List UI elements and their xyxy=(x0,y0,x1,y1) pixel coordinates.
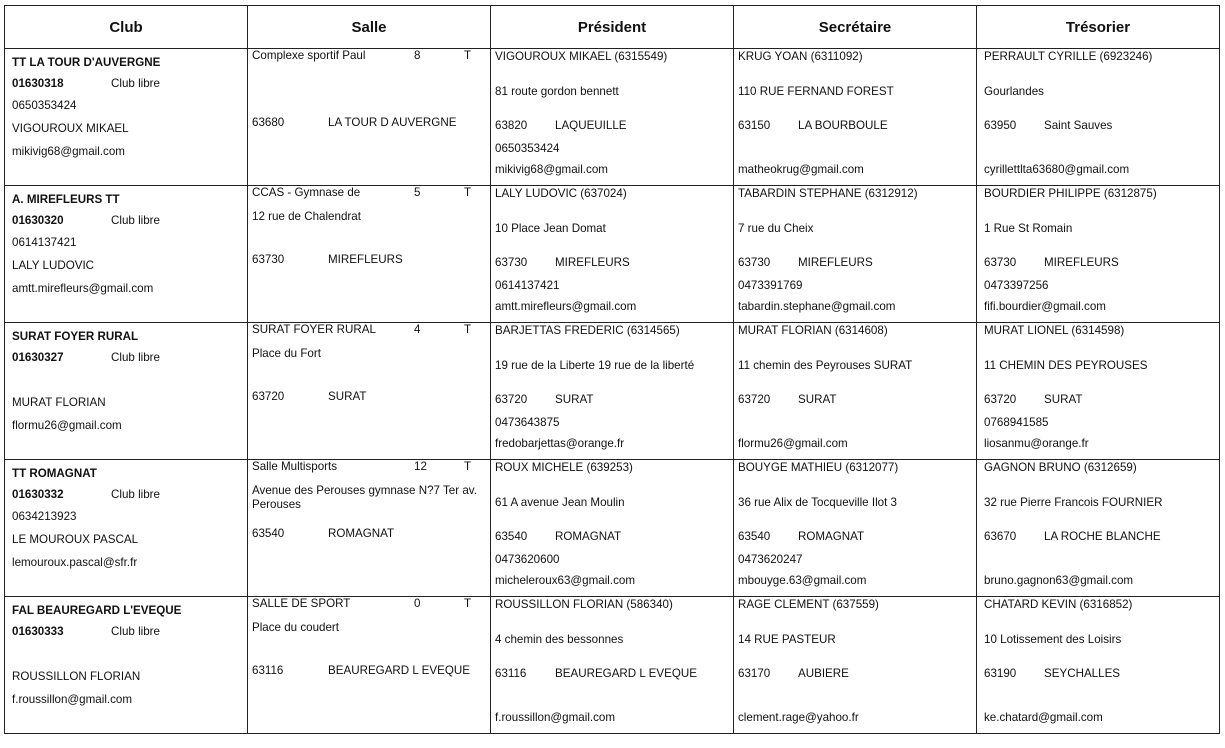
secretaire-email[interactable]: flormu26@gmail.com xyxy=(738,437,848,450)
salle-city: ROMAGNAT xyxy=(328,527,395,540)
club-phone: 0634213923 xyxy=(12,510,77,523)
club-type: Club libre xyxy=(111,214,160,227)
header-club: Club xyxy=(5,6,248,49)
club-phone: 0614137421 xyxy=(12,236,77,249)
secretaire-name: RAGE CLEMENT (637559) xyxy=(738,598,879,611)
club-name: SURAT FOYER RURAL xyxy=(12,330,139,343)
president-phone: 0650353424 xyxy=(495,142,560,155)
tresorier-name: BOURDIER PHILIPPE (6312875) xyxy=(984,187,1157,200)
tresorier-cell xyxy=(977,460,1220,597)
club-cell xyxy=(5,460,248,597)
club-type: Club libre xyxy=(111,351,160,364)
club-email[interactable]: lemouroux.pascal@sfr.fr xyxy=(12,556,138,569)
salle-zip: 63540 xyxy=(252,527,285,540)
club-email[interactable]: mikivig68@gmail.com xyxy=(12,145,125,158)
club-contact: LE MOUROUX PASCAL xyxy=(12,533,139,546)
tresorier-address: 1 Rue St Romain xyxy=(984,222,1073,235)
salle-city: LA TOUR D AUVERGNE xyxy=(328,116,457,129)
secretaire-cell xyxy=(734,49,977,186)
president-phone: 0473643875 xyxy=(495,416,560,429)
salle-count: 4 xyxy=(414,323,421,336)
header-row xyxy=(5,6,1220,49)
tresorier-city: SURAT xyxy=(1044,393,1083,406)
club-cell xyxy=(5,323,248,460)
club-email[interactable]: f.roussillon@gmail.com xyxy=(12,693,133,706)
secretaire-city: LA BOURBOULE xyxy=(798,119,888,132)
salle-count: 5 xyxy=(414,186,421,199)
secretaire-cell xyxy=(734,597,977,734)
table-row xyxy=(5,323,1220,460)
club-contact: LALY LUDOVIC xyxy=(12,259,95,272)
salle-count: 12 xyxy=(414,460,427,473)
salle-city: BEAUREGARD L EVEQUE xyxy=(328,664,470,677)
salle-cell xyxy=(248,49,491,186)
salle-flag: T xyxy=(464,186,472,199)
tresorier-cell xyxy=(977,186,1220,323)
tresorier-email[interactable]: fifi.bourdier@gmail.com xyxy=(984,300,1106,313)
president-phone: 0614137421 xyxy=(495,279,560,292)
salle-flag: T xyxy=(464,460,472,473)
club-number: 01630318 xyxy=(12,77,64,90)
tresorier-zip: 63730 xyxy=(984,256,1017,269)
secretaire-email[interactable]: matheokrug@gmail.com xyxy=(738,163,864,176)
president-address: 19 rue de la Liberte 19 rue de la liberté xyxy=(495,359,695,372)
president-cell xyxy=(491,597,734,734)
tresorier-name: PERRAULT CYRILLE (6923246) xyxy=(984,50,1153,63)
tresorier-email[interactable]: ke.chatard@gmail.com xyxy=(984,711,1103,724)
club-email[interactable]: flormu26@gmail.com xyxy=(12,419,122,432)
salle-cell xyxy=(248,597,491,734)
president-phone: 0473620600 xyxy=(495,553,560,566)
secretaire-address: 36 rue Alix de Tocqueville Ilot 3 xyxy=(738,496,897,509)
club-contact: MURAT FLORIAN xyxy=(12,396,106,409)
tresorier-address: 10 Lotissement des Loisirs xyxy=(984,633,1122,646)
president-address: 61 A avenue Jean Moulin xyxy=(495,496,625,509)
secretaire-cell xyxy=(734,186,977,323)
club-type: Club libre xyxy=(111,625,160,638)
salle-flag: T xyxy=(464,597,472,610)
table-row xyxy=(5,49,1220,186)
salle-flag: T xyxy=(464,49,472,62)
secretaire-email[interactable]: mbouyge.63@gmail.com xyxy=(738,574,867,587)
club-cell xyxy=(5,597,248,734)
salle-name: SALLE DE SPORT xyxy=(252,597,351,610)
tresorier-email[interactable]: liosanmu@orange.fr xyxy=(984,437,1089,450)
president-city: MIREFLEURS xyxy=(555,256,630,269)
salle-cell xyxy=(248,323,491,460)
tresorier-cell xyxy=(977,323,1220,460)
tresorier-city: Saint Sauves xyxy=(1044,119,1113,132)
table-row xyxy=(5,186,1220,323)
president-cell xyxy=(491,460,734,597)
secretaire-name: MURAT FLORIAN (6314608) xyxy=(738,324,888,337)
president-zip: 63820 xyxy=(495,119,528,132)
president-zip: 63540 xyxy=(495,530,528,543)
secretaire-city: ROMAGNAT xyxy=(798,530,865,543)
president-name: LALY LUDOVIC (637024) xyxy=(495,187,627,200)
club-phone: 0650353424 xyxy=(12,99,77,112)
tresorier-zip: 63720 xyxy=(984,393,1017,406)
salle-zip: 63730 xyxy=(252,253,285,266)
clubs-table xyxy=(4,5,1220,734)
president-cell xyxy=(491,186,734,323)
president-email[interactable]: mikivig68@gmail.com xyxy=(495,163,608,176)
salle-address: Place du coudert xyxy=(252,621,340,634)
president-zip: 63730 xyxy=(495,256,528,269)
president-zip: 63720 xyxy=(495,393,528,406)
club-cell xyxy=(5,49,248,186)
salle-cell xyxy=(248,460,491,597)
tresorier-email[interactable]: bruno.gagnon63@gmail.com xyxy=(984,574,1134,587)
header-salle: Salle xyxy=(248,6,491,49)
secretaire-cell xyxy=(734,460,977,597)
table-row xyxy=(5,460,1220,597)
club-number: 01630327 xyxy=(12,351,64,364)
president-name: BARJETTAS FREDERIC (6314565) xyxy=(495,324,680,337)
president-city: SURAT xyxy=(555,393,594,406)
president-email[interactable]: amtt.mirefleurs@gmail.com xyxy=(495,300,637,313)
salle-name: Complexe sportif Paul xyxy=(252,49,366,62)
secretaire-name: BOUYGE MATHIEU (6312077) xyxy=(738,461,899,474)
secretaire-address: 11 chemin des Peyrouses SURAT xyxy=(738,359,913,372)
president-zip: 63116 xyxy=(495,667,527,680)
tresorier-cell xyxy=(977,597,1220,734)
secretaire-zip: 63150 xyxy=(738,119,771,132)
header-tresorier: Trésorier xyxy=(977,6,1220,49)
president-cell xyxy=(491,49,734,186)
tresorier-name: MURAT LIONEL (6314598) xyxy=(984,324,1125,337)
president-name: ROUSSILLON FLORIAN (586340) xyxy=(495,598,673,611)
president-email[interactable]: f.roussillon@gmail.com xyxy=(495,711,616,724)
salle-cell xyxy=(248,186,491,323)
tresorier-address: Gourlandes xyxy=(984,85,1044,98)
president-address: 4 chemin des bessonnes xyxy=(495,633,624,646)
secretaire-email[interactable]: clement.rage@yahoo.fr xyxy=(738,711,859,724)
club-name: TT ROMAGNAT xyxy=(12,467,97,480)
club-contact: ROUSSILLON FLORIAN xyxy=(12,670,141,683)
club-number: 01630332 xyxy=(12,488,64,501)
tresorier-name: GAGNON BRUNO (6312659) xyxy=(984,461,1137,474)
salle-count: 8 xyxy=(414,49,421,62)
table-row xyxy=(5,597,1220,734)
club-name: TT LA TOUR D'AUVERGNE xyxy=(12,56,161,69)
club-email[interactable]: amtt.mirefleurs@gmail.com xyxy=(12,282,154,295)
secretaire-address: 7 rue du Cheix xyxy=(738,222,814,235)
secretaire-zip: 63730 xyxy=(738,256,771,269)
secretaire-zip: 63170 xyxy=(738,667,771,680)
tresorier-city: SEYCHALLES xyxy=(1044,667,1121,680)
tresorier-name: CHATARD KEVIN (6316852) xyxy=(984,598,1133,611)
header-president: Président xyxy=(491,6,734,49)
salle-flag: T xyxy=(464,323,472,336)
club-number: 01630320 xyxy=(12,214,64,227)
tresorier-email[interactable]: cyrillettlta63680@gmail.com xyxy=(984,163,1130,176)
secretaire-phone: 0473620247 xyxy=(738,553,803,566)
president-address: 81 route gordon bennett xyxy=(495,85,619,98)
tresorier-cell xyxy=(977,49,1220,186)
president-address: 10 Place Jean Domat xyxy=(495,222,606,235)
secretaire-city: MIREFLEURS xyxy=(798,256,873,269)
salle-zip: 63720 xyxy=(252,390,285,403)
salle-zip: 63116 xyxy=(252,664,284,677)
secretaire-city: AUBIERE xyxy=(798,667,849,680)
tresorier-zip: 63190 xyxy=(984,667,1017,680)
tresorier-phone: 0473397256 xyxy=(984,279,1049,292)
tresorier-city: MIREFLEURS xyxy=(1044,256,1119,269)
salle-address: Avenue des Perouses gymnase N?7 Ter av. Perouses xyxy=(252,484,477,511)
president-email[interactable]: micheleroux63@gmail.com xyxy=(495,574,635,587)
club-type: Club libre xyxy=(111,488,160,501)
salle-city: SURAT xyxy=(328,390,367,403)
president-email[interactable]: fredobarjettas@orange.fr xyxy=(495,437,625,450)
salle-zip: 63680 xyxy=(252,116,285,129)
salle-count: 0 xyxy=(414,597,421,610)
secretaire-address: 110 RUE FERNAND FOREST xyxy=(738,85,894,98)
club-name: A. MIREFLEURS TT xyxy=(12,193,120,206)
club-name: FAL BEAUREGARD L'EVEQUE xyxy=(12,604,182,617)
tresorier-zip: 63950 xyxy=(984,119,1017,132)
tresorier-phone: 0768941585 xyxy=(984,416,1049,429)
header-secretaire: Secrétaire xyxy=(734,6,977,49)
president-name: ROUX MICHELE (639253) xyxy=(495,461,633,474)
secretaire-email[interactable]: tabardin.stephane@gmail.com xyxy=(738,300,896,313)
secretaire-city: SURAT xyxy=(798,393,837,406)
secretaire-name: KRUG YOAN (6311092) xyxy=(738,50,863,63)
president-city: LAQUEUILLE xyxy=(555,119,627,132)
president-cell xyxy=(491,323,734,460)
salle-address: 12 rue de Chalendrat xyxy=(252,210,361,223)
club-type: Club libre xyxy=(111,77,160,90)
secretaire-zip: 63720 xyxy=(738,393,771,406)
salle-name: Salle Multisports xyxy=(252,460,338,473)
salle-name: CCAS - Gymnase de xyxy=(252,186,361,199)
salle-address: Place du Fort xyxy=(252,347,321,360)
president-name: VIGOUROUX MIKAEL (6315549) xyxy=(495,50,668,63)
club-contact: VIGOUROUX MIKAEL xyxy=(12,122,129,135)
president-city: ROMAGNAT xyxy=(555,530,622,543)
salle-city: MIREFLEURS xyxy=(328,253,403,266)
tresorier-zip: 63670 xyxy=(984,530,1017,543)
president-city: BEAUREGARD L EVEQUE xyxy=(555,667,697,680)
secretaire-address: 14 RUE PASTEUR xyxy=(738,633,836,646)
secretaire-cell xyxy=(734,323,977,460)
secretaire-name: TABARDIN STEPHANE (6312912) xyxy=(738,187,918,200)
secretaire-phone: 0473391769 xyxy=(738,279,803,292)
salle-name: SURAT FOYER RURAL xyxy=(252,323,376,336)
tresorier-city: LA ROCHE BLANCHE xyxy=(1044,530,1161,543)
tresorier-address: 32 rue Pierre Francois FOURNIER xyxy=(984,496,1163,509)
secretaire-zip: 63540 xyxy=(738,530,771,543)
club-cell xyxy=(5,186,248,323)
club-number: 01630333 xyxy=(12,625,64,638)
tresorier-address: 11 CHEMIN DES PEYROUSES xyxy=(984,359,1148,372)
